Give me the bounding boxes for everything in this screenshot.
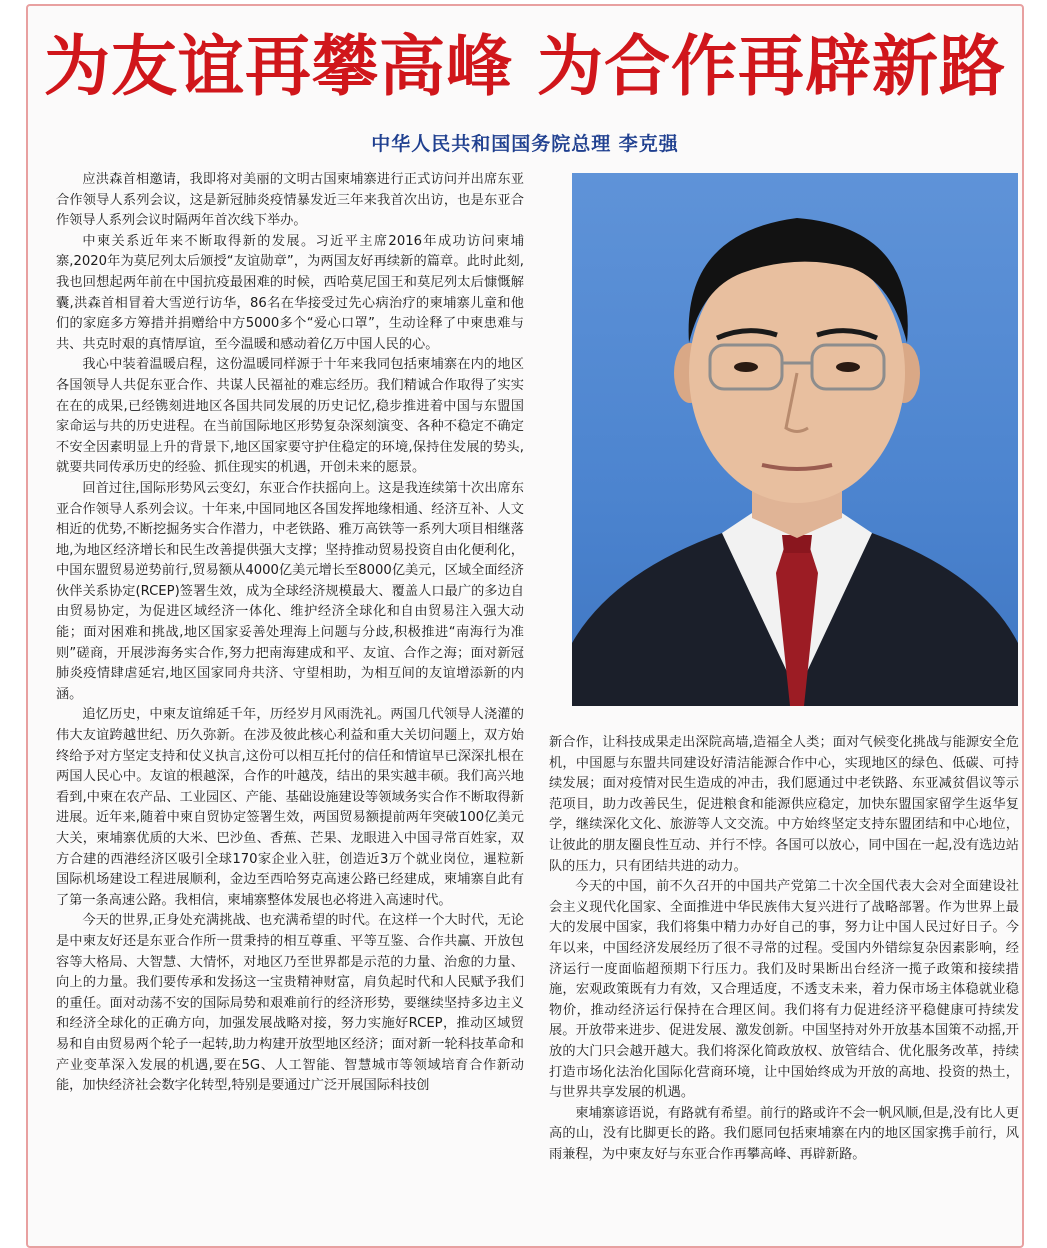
paragraph: 追忆历史，中柬友谊绵延千年，历经岁月风雨洗礼。两国几代领导人浇灌的伟大友谊跨越世纪、历久弥新。在涉及彼此核心利益和重大关切问题上，双方始终给予对方坚定支持和仗义执言,这份可以相互托付的信任和情谊早已深深扎根在两国人民心中。友谊的根越深，合作的叶越茂，结出的果实越丰硕。我们高兴地看到,中柬在农产品、工业园区、产能、基础设施建设等领域务实合作不断取得新进展。近年来,随着中柬自贸协定签署生效，两国贸易额提前两年突破100亿美元大关，柬埔寨优质的大米、巴沙鱼、香蕉、芒果、龙眼进入中国寻常百姓家，双方合建的西港经济区吸引全球170家企业入驻，创造近3万个就业岗位，暹粒新国际机场建设工程进展顺利，金边至西哈努克高速公路已经建成，柬埔寨自此有了第一条高速公路。我相信，柬埔寨整体发展也必将进入高速时代。 xyxy=(56,707,524,908)
article-column-right xyxy=(549,733,1019,1233)
byline: 中华人民共和国国务院总理 李克强 xyxy=(371,133,679,155)
paragraph: 新合作，让科技成果走出深院高墙,造福全人类；面对气候变化挑战与能源安全危机，中国愿与东盟共同建设好清洁能源合作中心，实现地区的绿色、低碳、可持续发展；面对疫情对民生造成的冲击，我们愿通过中老铁路、东亚减贫倡议等示范项目，助力改善民生，促进粮食和能源供应稳定，加快东盟国家留学生返华复学，继续深化文化、旅游等人文交流。中方始终坚定支持东盟团结和中心地位，让彼此的朋友圈良性互动、并行不悖。各国可以放心，同中国在一起,没有选边站队的压力，只有团结共进的动力。 xyxy=(549,735,1019,874)
paragraph: 柬埔寨谚语说，有路就有希望。前行的路或许不会一帆风顺,但是,没有比人更高的山，没有比脚更长的路。我们愿同包括柬埔寨在内的地区国家携手前行，风雨兼程，为中柬友好与东亚合作再攀高峰、再辟新路。 xyxy=(549,1105,1019,1162)
portrait-photo xyxy=(572,173,1018,706)
paragraph: 今天的世界,正身处充满挑战、也充满希望的时代。在这样一个大时代，无论是中柬友好还是东亚合作所一贯秉持的相互尊重、平等互鉴、合作共赢、开放包容等大格局、大智慧、大情怀，对地区乃至世界都是示范的力量、治愈的力量、向上的力量。我们要传承和发扬这一宝贵精神财富，肩负起时代和人民赋予我们的重任。面对动荡不安的国际局势和艰难前行的经济形势，要继续坚持多边主义和经济全球化的正确方向，加强发展战略对接，努力实施好RCEP，推动区域贸易和自由贸易两个轮子一起转,助力构建开放型地区经济；面对新一轮科技革命和产业变革深入发展的机遇,要在5G、人工智能、智慧城市等领域培育合作新动能，加快经济社会数字化转型,特别是要通过广泛开展国际科技创 xyxy=(56,913,524,1094)
paragraph: 我心中装着温暖启程，这份温暖同样源于十年来我同包括柬埔寨在内的地区各国领导人共促东亚合作、共谋人民福祉的难忘经历。我们精诚合作取得了实实在在的成果,已经镌刻进地区各国共同发展的历史记忆,稳步推进着中国与东盟国家命运与共的历史进程。在当前国际地区形势复杂深刻演变、各种不稳定不确定不安全因素明显上升的背景下,地区国家要守护住稳定的环境,保持住发展的势头,就要共同传承历史的经验、抓住现实的机遇，开创未来的愿景。 xyxy=(56,357,524,476)
article-column-left xyxy=(56,170,524,1230)
headline: 为友谊再攀高峰 为合作再辟新路 xyxy=(44,28,1006,105)
paragraph: 应洪森首相邀请，我即将对美丽的文明古国柬埔寨进行正式访问并出席东亚合作领导人系列会议，这是新冠肺炎疫情暴发近三年来我首次出访，也是东亚合作领导人系列会议时隔两年首次线下举办。 xyxy=(56,172,524,229)
paragraph: 今天的中国，前不久召开的中国共产党第二十次全国代表大会对全面建设社会主义现代化国家、全面推进中华民族伟大复兴进行了战略部署。作为世界上最大的发展中国家，我们将集中精力办好自己的事，努力让中国人民过好日子。今年以来，中国经济发展经历了很不寻常的过程。受国内外错综复杂因素影响，经济运行一度面临超预期下行压力。我们及时果断出台经济一揽子政策和接续措施，宏观政策既有力有效，又合理适度，不透支未来，着力保市场主体稳就业稳物价，推动经济运行保持在合理区间。我们将有力促进经济平稳健康可持续发展。开放带来进步、促进发展、激发创新。中国坚持对外开放基本国策不动摇,开放的大门只会越开越大。我们将深化简政放权、放管结合、优化服务改革，持续打造市场化法治化国际化营商环境，让中国始终成为开放的高地、投资的热土，与世界共享发展的机遇。 xyxy=(549,879,1019,1101)
paragraph: 中柬关系近年来不断取得新的发展。习近平主席2016年成功访问柬埔寨,2020年为莫尼列太后颁授“友谊勋章”，为两国友好再续新的篇章。此时此刻,我也回想起两年前在中国抗疫最困难的时候，西哈莫尼国王和莫尼列太后慷慨解囊,洪森首相冒着大雪逆行访华，86名在华接受过先心病治疗的柬埔寨儿童和他们的家庭多方筹措并捐赠给中方5000多个“爱心口罩”，生动诠释了中柬患难与共、共克时艰的真情厚谊，至今温暖和感动着亿万中国人民的心。 xyxy=(56,233,524,352)
paragraph: 回首过往,国际形势风云变幻，东亚合作扶摇向上。这是我连续第十次出席东亚合作领导人系列会议。十年来,中国同地区各国发挥地缘相通、经济互补、人文相近的优势,不断挖掘务实合作潜力，中老铁路、雅万高铁等一系列大项目相继落地,为地区经济增长和民生改善提供强大支撑；坚持推动贸易投资自由化便利化，中国东盟贸易逆势前行,贸易额从4000亿美元增长至8000亿美元，区域全面经济伙伴关系协定(RCEP)签署生效，成为全球经济规模最大、覆盖人口最广的多边自由贸易协定，为促进区域经济一体化、维护经济全球化和自由贸易注入强大动能；面对困难和挑战,地区国家妥善处理海上问题与分歧,积极推进“南海行为准则”磋商，开展涉海务实合作,努力把南海建成和平、友谊、合作之海；面对新冠肺炎疫情肆虐延宕,地区国家同舟共济、守望相助，为相互间的友谊增添新的内涵。 xyxy=(56,480,524,702)
